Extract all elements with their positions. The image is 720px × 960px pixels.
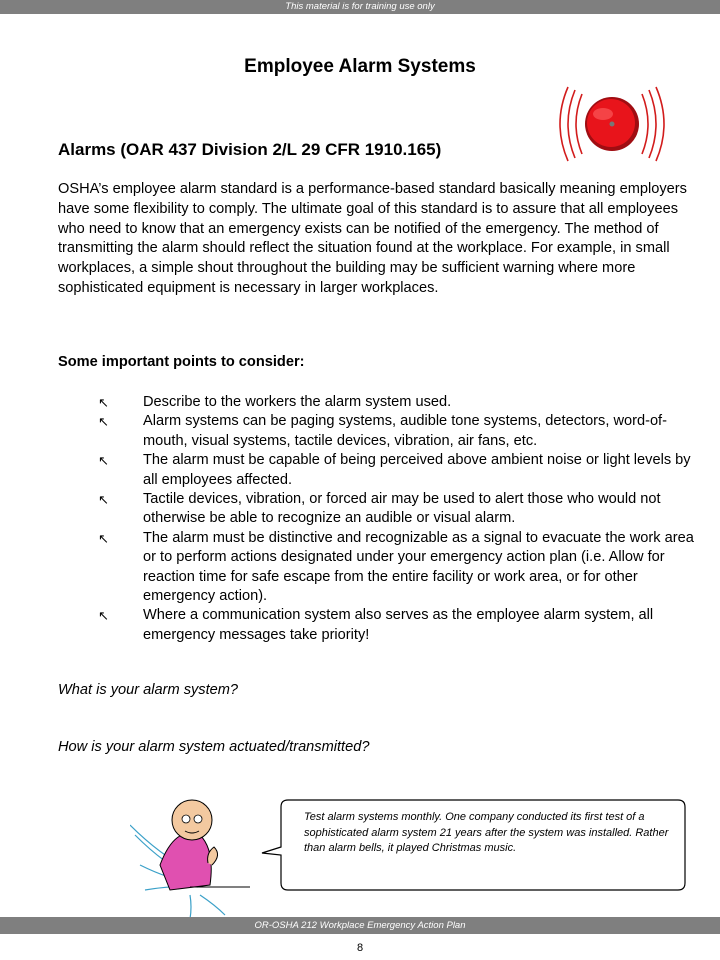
- point-text: The alarm must be distinctive and recognizable as a signal to evacuate the work area or to perform actions designated under your emergency action plan (i.e. Allow for reaction time for safe escape from the entire facility or work area, or for other emergency action).: [143, 529, 694, 605]
- bullet-arrow-icon: ↖: [98, 453, 109, 469]
- point-text: Where a communication system also serves as the employee alarm system, all emergency messages take priority!: [143, 607, 654, 643]
- list-item: [98, 490, 698, 529]
- point-text: Alarm systems can be paging systems, audible tone systems, detectors, word-of-mouth, visual systems, tactile devices, vibration, air fans, etc.: [143, 413, 667, 449]
- point-text: The alarm must be capable of being perceived above ambient noise or light levels by all employees affected.: [143, 452, 691, 488]
- bullet-arrow-icon: ↖: [98, 608, 109, 624]
- page-number: 8: [356, 942, 364, 954]
- points-heading: Some important points to consider:: [58, 354, 305, 370]
- point-text: Describe to the workers the alarm system used.: [143, 394, 452, 410]
- bullet-arrow-icon: ↖: [98, 530, 109, 546]
- bullet-arrow-icon: ↖: [98, 414, 109, 430]
- footer-banner: OR-OSHA 212 Workplace Emergency Action Plan: [0, 917, 720, 934]
- alarm-bell-icon: [558, 86, 666, 162]
- bullet-arrow-icon: ↖: [98, 395, 109, 410]
- thinking-man-illustration: [130, 795, 260, 920]
- points-list: [98, 393, 698, 645]
- point-text: Tactile devices, vibration, or forced air may be used to alert those who would not otherwise be able to recognize an audible or visual alarm.: [143, 491, 661, 527]
- header-banner: This material is for training use only: [0, 0, 720, 14]
- page-title: Employee Alarm Systems: [244, 56, 476, 77]
- question-alarm-system: What is your alarm system?: [58, 682, 239, 698]
- callout-text: Test alarm systems monthly. One company conducted its first test of a sophisticated alarm system 21 years after the system was installed. Rather than alarm bells, it played Christmas music.: [304, 811, 669, 854]
- list-item: [98, 529, 698, 607]
- list-item: [98, 412, 698, 451]
- bullet-arrow-icon: ↖: [98, 492, 109, 508]
- intro-paragraph: OSHA’s employee alarm standard is a performance-based standard basically meaning employers have some flexibility to comply. The ultimate goal of this standard is to assure that all employees who need to know that an emergency exists can be notified of the emergency. The method of transmitting the alarm should reflect the situation found at the workplace. For example, in small workplaces, a simple shout throughout the building may be sufficient warning where more sophisticated equipment is necessary in larger workplaces.: [58, 181, 687, 296]
- list-item: [98, 393, 698, 412]
- list-item: [98, 451, 698, 490]
- list-item: [98, 606, 698, 645]
- question-alarm-actuation: How is your alarm system actuated/transmitted?: [58, 739, 370, 755]
- section-heading: Alarms (OAR 437 Division 2/L 29 CFR 1910.165): [58, 140, 442, 159]
